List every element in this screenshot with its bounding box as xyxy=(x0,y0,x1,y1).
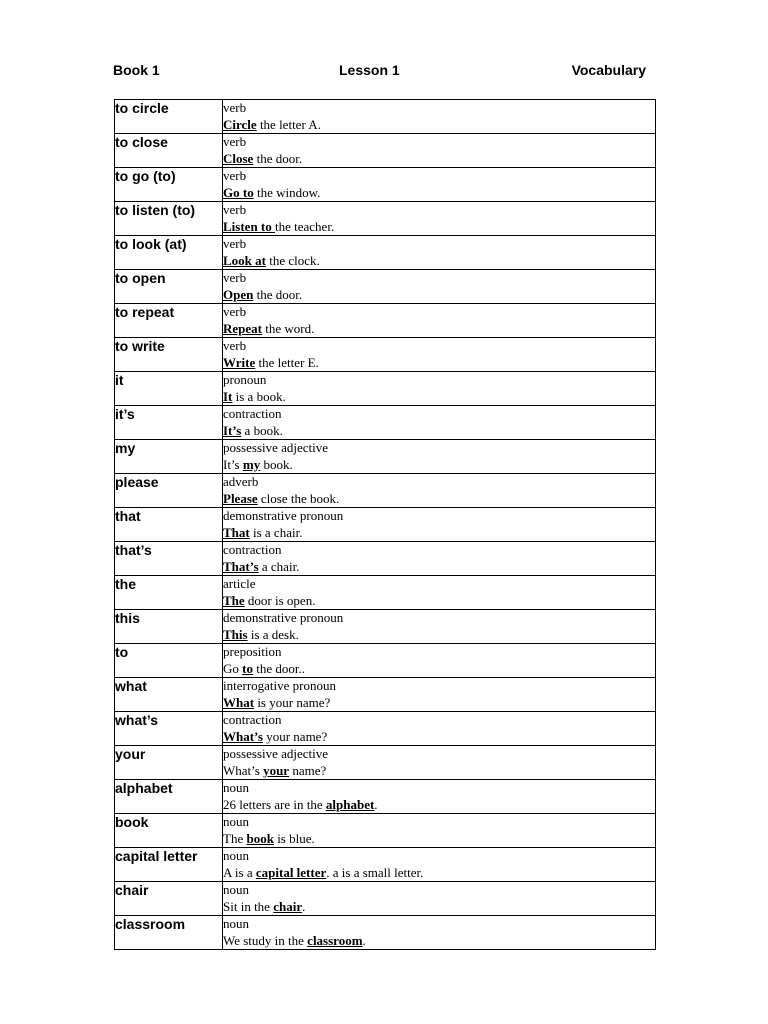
table-row xyxy=(115,168,656,202)
table-row xyxy=(115,304,656,338)
example-sentence xyxy=(223,899,655,916)
vocab-definition xyxy=(223,576,656,610)
vocab-term: to go (to) xyxy=(115,168,223,202)
vocab-definition xyxy=(223,814,656,848)
example-highlight: my xyxy=(242,456,261,472)
example-highlight: It xyxy=(223,388,233,404)
example-sentence xyxy=(223,491,655,508)
table-row xyxy=(115,202,656,236)
table-row xyxy=(115,916,656,950)
table-row xyxy=(115,576,656,610)
example-sentence xyxy=(223,355,655,372)
example-sentence xyxy=(223,695,655,712)
vocab-definition xyxy=(223,270,656,304)
example-highlight: your xyxy=(263,762,290,778)
vocab-definition xyxy=(223,882,656,916)
example-suffix: the door.. xyxy=(252,660,305,676)
example-highlight: book xyxy=(246,830,274,846)
part-of-speech: verb xyxy=(223,202,247,217)
example-highlight: alphabet xyxy=(325,796,375,812)
vocab-term: to close xyxy=(115,134,223,168)
example-suffix: is a book. xyxy=(232,388,286,404)
vocab-term: to xyxy=(115,644,223,678)
vocab-definition xyxy=(223,168,656,202)
example-prefix: A is a xyxy=(223,864,256,880)
example-suffix: the clock. xyxy=(265,252,320,268)
vocab-term: it xyxy=(115,372,223,406)
vocab-term: to repeat xyxy=(115,304,223,338)
example-prefix: What’s xyxy=(223,762,264,778)
part-of-speech: verb xyxy=(223,270,247,285)
vocab-term: please xyxy=(115,474,223,508)
vocab-term: that xyxy=(115,508,223,542)
example-sentence xyxy=(223,321,655,338)
part-of-speech: possessive adjective xyxy=(223,440,329,455)
example-suffix: is a chair. xyxy=(249,524,303,540)
vocab-definition xyxy=(223,848,656,882)
example-sentence xyxy=(223,933,655,950)
table-row xyxy=(115,440,656,474)
table-row xyxy=(115,712,656,746)
example-suffix: the letter A. xyxy=(256,116,321,132)
part-of-speech: noun xyxy=(223,814,249,829)
part-of-speech: noun xyxy=(223,780,249,795)
table-row xyxy=(115,542,656,576)
table-row xyxy=(115,474,656,508)
example-highlight: This xyxy=(223,626,248,642)
example-highlight: Listen to xyxy=(223,218,275,234)
part-of-speech: noun xyxy=(223,848,249,863)
example-prefix: Sit in the xyxy=(223,898,274,914)
example-sentence xyxy=(223,151,655,168)
example-sentence xyxy=(223,287,655,304)
vocab-definition xyxy=(223,100,656,134)
vocab-definition xyxy=(223,474,656,508)
table-row xyxy=(115,814,656,848)
example-sentence xyxy=(223,559,655,576)
vocab-term: to open xyxy=(115,270,223,304)
part-of-speech: interrogative pronoun xyxy=(223,678,336,693)
example-highlight: Open xyxy=(223,286,254,302)
vocab-term: it’s xyxy=(115,406,223,440)
vocabulary-table-body xyxy=(115,100,656,950)
vocab-term: what xyxy=(115,678,223,712)
example-sentence xyxy=(223,185,655,202)
vocab-definition xyxy=(223,780,656,814)
example-highlight: What xyxy=(223,694,255,710)
example-suffix: name? xyxy=(289,762,327,778)
example-suffix: book. xyxy=(260,456,293,472)
book-label: Book 1 xyxy=(113,62,160,78)
vocab-term: book xyxy=(115,814,223,848)
example-suffix: is your name? xyxy=(254,694,331,710)
page-header xyxy=(113,62,646,82)
vocab-term: to write xyxy=(115,338,223,372)
lesson-label: Lesson 1 xyxy=(339,62,400,78)
example-highlight: Repeat xyxy=(223,320,262,336)
example-sentence xyxy=(223,219,655,236)
vocab-definition xyxy=(223,916,656,950)
example-highlight: The xyxy=(223,592,245,608)
example-sentence xyxy=(223,253,655,270)
example-suffix: the word. xyxy=(262,320,315,336)
example-sentence xyxy=(223,661,655,678)
table-row xyxy=(115,338,656,372)
example-suffix: is blue. xyxy=(273,830,315,846)
table-row xyxy=(115,610,656,644)
vocab-definition xyxy=(223,542,656,576)
vocab-definition xyxy=(223,440,656,474)
example-suffix: your name? xyxy=(262,728,328,744)
part-of-speech: article xyxy=(223,576,256,591)
vocab-term: to look (at) xyxy=(115,236,223,270)
table-row xyxy=(115,100,656,134)
vocab-term: chair xyxy=(115,882,223,916)
example-prefix: 26 letters are in the xyxy=(223,796,326,812)
example-sentence xyxy=(223,763,655,780)
vocabulary-table xyxy=(114,99,656,950)
table-row xyxy=(115,848,656,882)
example-highlight: Look at xyxy=(223,252,266,268)
table-row xyxy=(115,508,656,542)
example-suffix: the letter E. xyxy=(255,354,319,370)
example-sentence xyxy=(223,423,655,440)
vocab-term: your xyxy=(115,746,223,780)
part-of-speech: demonstrative pronoun xyxy=(223,610,344,625)
part-of-speech: noun xyxy=(223,882,249,897)
vocab-term: alphabet xyxy=(115,780,223,814)
example-suffix: a chair. xyxy=(258,558,300,574)
vocab-definition xyxy=(223,236,656,270)
example-highlight: Write xyxy=(223,354,256,370)
example-prefix: We study in the xyxy=(223,932,308,948)
vocab-term: classroom xyxy=(115,916,223,950)
table-row xyxy=(115,678,656,712)
vocab-term: to circle xyxy=(115,100,223,134)
vocab-term: what’s xyxy=(115,712,223,746)
vocab-definition xyxy=(223,338,656,372)
part-of-speech: verb xyxy=(223,338,247,353)
part-of-speech: verb xyxy=(223,100,247,115)
example-prefix: The xyxy=(223,830,247,846)
vocab-definition xyxy=(223,508,656,542)
example-sentence xyxy=(223,117,655,134)
vocab-definition xyxy=(223,746,656,780)
example-sentence xyxy=(223,831,655,848)
example-sentence xyxy=(223,627,655,644)
part-of-speech: demonstrative pronoun xyxy=(223,508,344,523)
example-sentence xyxy=(223,457,655,474)
vocab-term: capital letter xyxy=(115,848,223,882)
vocab-definition xyxy=(223,406,656,440)
vocab-term: my xyxy=(115,440,223,474)
vocab-term: that’s xyxy=(115,542,223,576)
part-of-speech: contraction xyxy=(223,712,282,727)
example-prefix: Go xyxy=(223,660,243,676)
example-highlight: chair xyxy=(273,898,303,914)
part-of-speech: noun xyxy=(223,916,249,931)
part-of-speech: verb xyxy=(223,236,247,251)
part-of-speech: contraction xyxy=(223,542,282,557)
vocab-definition xyxy=(223,304,656,338)
table-row xyxy=(115,882,656,916)
table-row xyxy=(115,406,656,440)
table-row xyxy=(115,270,656,304)
example-highlight: What’s xyxy=(223,728,263,744)
vocab-definition xyxy=(223,678,656,712)
example-highlight: That xyxy=(223,524,250,540)
example-sentence xyxy=(223,729,655,746)
table-row xyxy=(115,372,656,406)
example-sentence xyxy=(223,389,655,406)
example-highlight: Close xyxy=(223,150,254,166)
example-sentence xyxy=(223,525,655,542)
part-of-speech: verb xyxy=(223,168,247,183)
example-sentence xyxy=(223,865,655,882)
example-suffix: door is open. xyxy=(244,592,316,608)
part-of-speech: preposition xyxy=(223,644,282,659)
example-suffix: the door. xyxy=(253,150,303,166)
vocab-definition xyxy=(223,372,656,406)
example-suffix: . xyxy=(374,796,378,812)
example-suffix: . xyxy=(302,898,306,914)
part-of-speech: contraction xyxy=(223,406,282,421)
example-highlight: Circle xyxy=(223,116,257,132)
vocab-definition xyxy=(223,134,656,168)
example-suffix: . a is a small letter. xyxy=(326,864,424,880)
example-sentence xyxy=(223,797,655,814)
table-row xyxy=(115,236,656,270)
example-highlight: Go to xyxy=(223,184,254,200)
example-highlight: to xyxy=(242,660,253,676)
vocab-term: to listen (to) xyxy=(115,202,223,236)
vocab-term: this xyxy=(115,610,223,644)
example-suffix: the window. xyxy=(253,184,321,200)
vocab-definition xyxy=(223,644,656,678)
part-of-speech: possessive adjective xyxy=(223,746,329,761)
table-row xyxy=(115,780,656,814)
example-suffix: . xyxy=(362,932,366,948)
section-label: Vocabulary xyxy=(571,62,646,78)
vocab-definition xyxy=(223,712,656,746)
example-sentence xyxy=(223,593,655,610)
part-of-speech: pronoun xyxy=(223,372,267,387)
example-suffix: the teacher. xyxy=(275,218,335,234)
vocab-definition xyxy=(223,610,656,644)
table-row xyxy=(115,746,656,780)
example-highlight: It’s xyxy=(223,422,242,438)
table-row xyxy=(115,134,656,168)
example-highlight: classroom xyxy=(307,932,363,948)
table-row xyxy=(115,644,656,678)
example-highlight: capital letter xyxy=(255,864,327,880)
example-suffix: is a desk. xyxy=(247,626,299,642)
example-suffix: close the book. xyxy=(257,490,340,506)
example-suffix: a book. xyxy=(241,422,283,438)
part-of-speech: verb xyxy=(223,304,247,319)
example-highlight: That’s xyxy=(223,558,259,574)
example-highlight: Please xyxy=(223,490,258,506)
vocab-term: the xyxy=(115,576,223,610)
example-suffix: the door. xyxy=(253,286,303,302)
part-of-speech: verb xyxy=(223,134,247,149)
example-prefix: It’s xyxy=(223,456,243,472)
part-of-speech: adverb xyxy=(223,474,259,489)
vocab-definition xyxy=(223,202,656,236)
